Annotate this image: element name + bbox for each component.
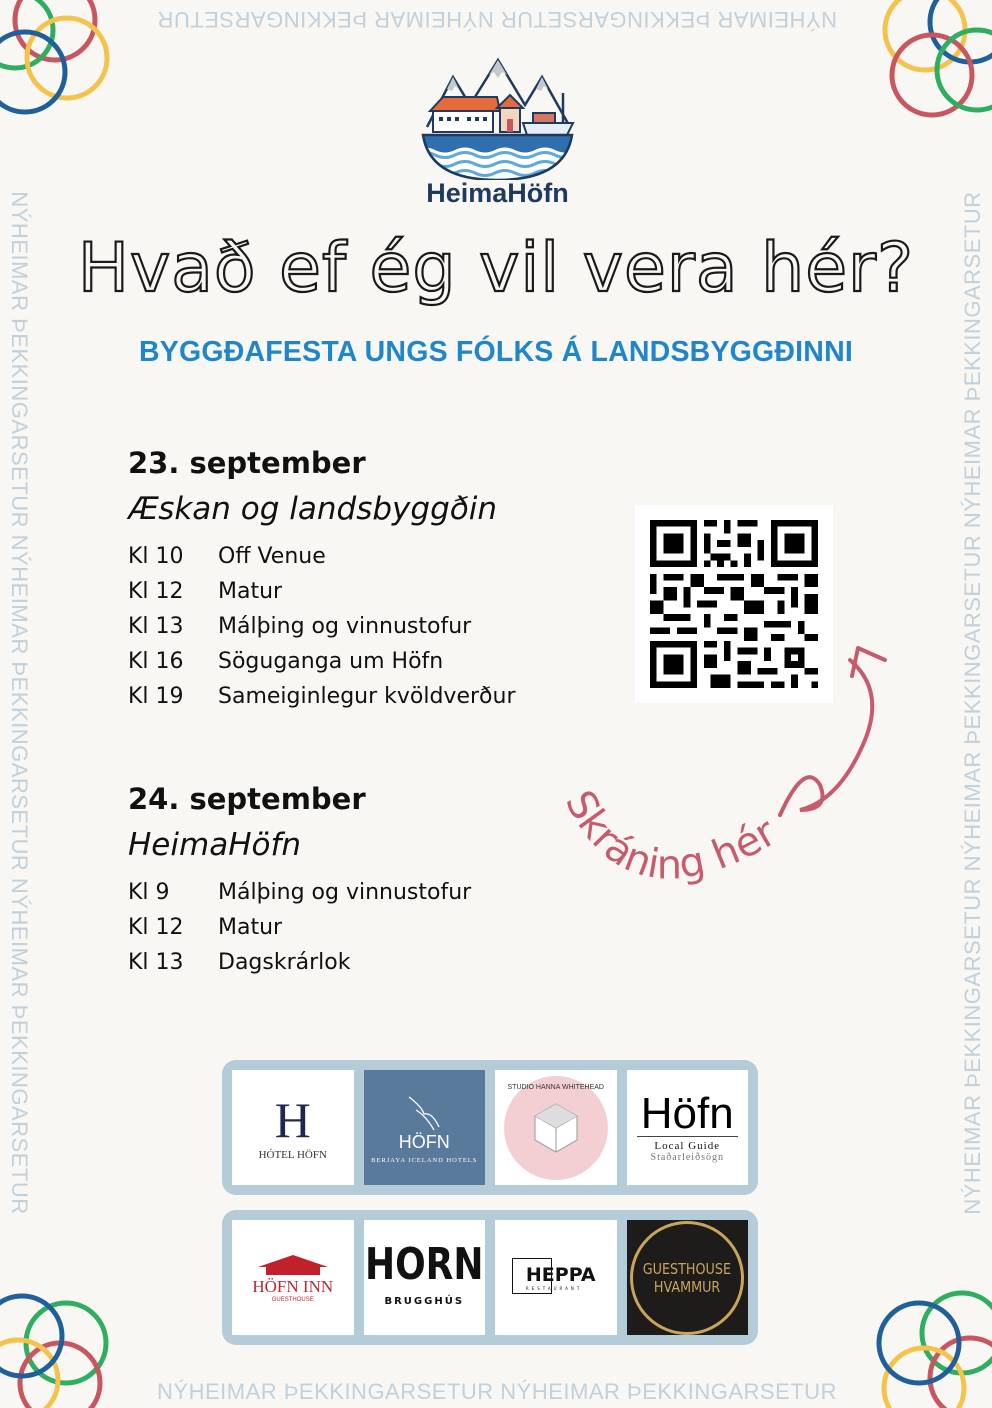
border-text-bottom: NÝHEIMAR ÞEKKINGARSETUR NÝHEIMAR ÞEKKINGARSETUR <box>157 1379 837 1404</box>
schedule-event: Söguganga um Höfn <box>218 649 444 674</box>
rings-icon-top-left <box>0 0 130 130</box>
sponsor-name: HÖFN <box>398 1131 450 1152</box>
heppa-logo <box>512 1258 600 1297</box>
day-2-schedule <box>128 782 472 980</box>
day-date: 23. september <box>128 446 366 480</box>
sponsor-studio-hanna-whitehead[interactable] <box>495 1070 617 1185</box>
sponsor-hofn-local-guide[interactable] <box>627 1070 749 1185</box>
sponsor-row-2 <box>222 1210 758 1345</box>
rings-icon-bottom-right <box>862 1278 992 1408</box>
schedule-event: Málþing og vinnustofur <box>218 880 472 905</box>
day-1-schedule <box>128 446 516 714</box>
schedule-event: Off Venue <box>218 544 326 569</box>
sponsor-sub: BRUGGHÚS <box>384 1296 465 1307</box>
sponsor-name: HEPPA <box>525 1264 596 1286</box>
schedule-event: Matur <box>218 915 283 940</box>
schedule-event: Matur <box>218 579 283 604</box>
schedule-item <box>128 875 471 910</box>
schedule-time: Kl 10 <box>128 544 184 569</box>
schedule-time: Kl 16 <box>128 649 184 674</box>
gold-ring-icon <box>630 1221 744 1335</box>
day-theme: Æskan og landsbyggðin <box>128 491 497 527</box>
schedule-item <box>128 574 515 609</box>
schedule-item <box>128 679 515 714</box>
sponsor-horn-brugghus[interactable] <box>364 1220 486 1335</box>
sponsor-guesthouse-hvammur[interactable] <box>627 1220 749 1335</box>
schedule-item <box>128 910 471 945</box>
border-text-top: NÝHEIMAR ÞEKKINGARSETUR NÝHEIMAR ÞEKKINGARSETUR <box>157 7 837 32</box>
schedule-event: Dagskrárlok <box>218 950 351 975</box>
sponsor-sub: BERJAYA ICELAND HOTELS <box>371 1156 478 1164</box>
sponsor-hofn-inn[interactable] <box>232 1220 354 1335</box>
sponsor-hotel-hofn[interactable] <box>232 1070 354 1185</box>
schedule-item <box>128 609 515 644</box>
sponsor-sub2: Staðarleiðsögn <box>650 1152 724 1163</box>
schedule-item <box>128 644 515 679</box>
schedule-time: Kl 19 <box>128 684 184 709</box>
logo-wordmark: HeimaHöfn <box>426 178 569 208</box>
schedule-time: Kl 12 <box>128 579 184 604</box>
sponsor-name: STUDIO HANNA WHITEHEAD <box>507 1083 604 1091</box>
sponsor-name: GUESTHOUSE <box>643 1259 732 1278</box>
schedule-time: Kl 13 <box>128 950 184 975</box>
sponsor-row-1 <box>222 1060 758 1195</box>
schedule-time: Kl 9 <box>128 880 170 905</box>
rings-icon-top-right <box>862 0 992 130</box>
sponsor-name: HÓTEL HÖFN <box>258 1148 327 1161</box>
schedule-event: Málþing og vinnustofur <box>218 614 472 639</box>
rings-icon-bottom-left <box>0 1278 130 1408</box>
studio-badge-icon <box>504 1076 608 1180</box>
sponsor-sub: HVAMMUR <box>654 1277 721 1296</box>
schedule-list <box>128 875 471 980</box>
sponsor-sub: Local Guide <box>654 1140 721 1152</box>
harbor-logo-icon <box>415 55 580 180</box>
day-theme: HeimaHöfn <box>128 827 302 863</box>
border-text-left: NÝHEIMAR ÞEKKINGARSETUR NÝHEIMAR ÞEKKINGARSETUR NÝHEIMAR ÞEKKINGARSETUR <box>7 191 32 1215</box>
schedule-time: Kl 13 <box>128 614 184 639</box>
sponsor-name: Höfn <box>637 1092 738 1137</box>
sponsor-heppa[interactable] <box>495 1220 617 1335</box>
hotel-h-icon: H <box>274 1091 311 1148</box>
sponsor-name: HORN <box>364 1240 484 1290</box>
border-text-right: NÝHEIMAR ÞEKKINGARSETUR NÝHEIMAR ÞEKKINGARSETUR NÝHEIMAR ÞEKKINGARSETUR <box>960 191 985 1215</box>
sponsor-sub: RESTAURANT <box>525 1286 583 1291</box>
headline: Hvað ef ég vil vera hér? <box>77 229 915 308</box>
roof-icon <box>258 1253 328 1275</box>
day-date: 24. september <box>128 782 366 816</box>
sponsor-name: HÖFN INN <box>252 1276 334 1296</box>
subheadline: BYGGÐAFESTA UNGS FÓLKS Á LANDSBYGGÐINNI <box>139 336 853 368</box>
sponsor-sub: GUESTHOUSE <box>271 1296 314 1303</box>
arrowhead-icon <box>852 648 885 676</box>
registration-arrow <box>540 640 900 930</box>
curved-arrow-icon <box>780 660 872 815</box>
schedule-event: Sameiginlegur kvöldverður <box>218 684 516 709</box>
schedule-item <box>128 539 515 574</box>
bird-icon <box>404 1092 444 1132</box>
schedule-item <box>128 945 471 980</box>
heimahofn-logo <box>410 55 585 209</box>
schedule-list <box>128 539 515 714</box>
schedule-time: Kl 12 <box>128 915 184 940</box>
registration-label[interactable]: Skráning hér <box>555 783 784 889</box>
sponsor-berjaya-hofn[interactable] <box>364 1070 486 1185</box>
